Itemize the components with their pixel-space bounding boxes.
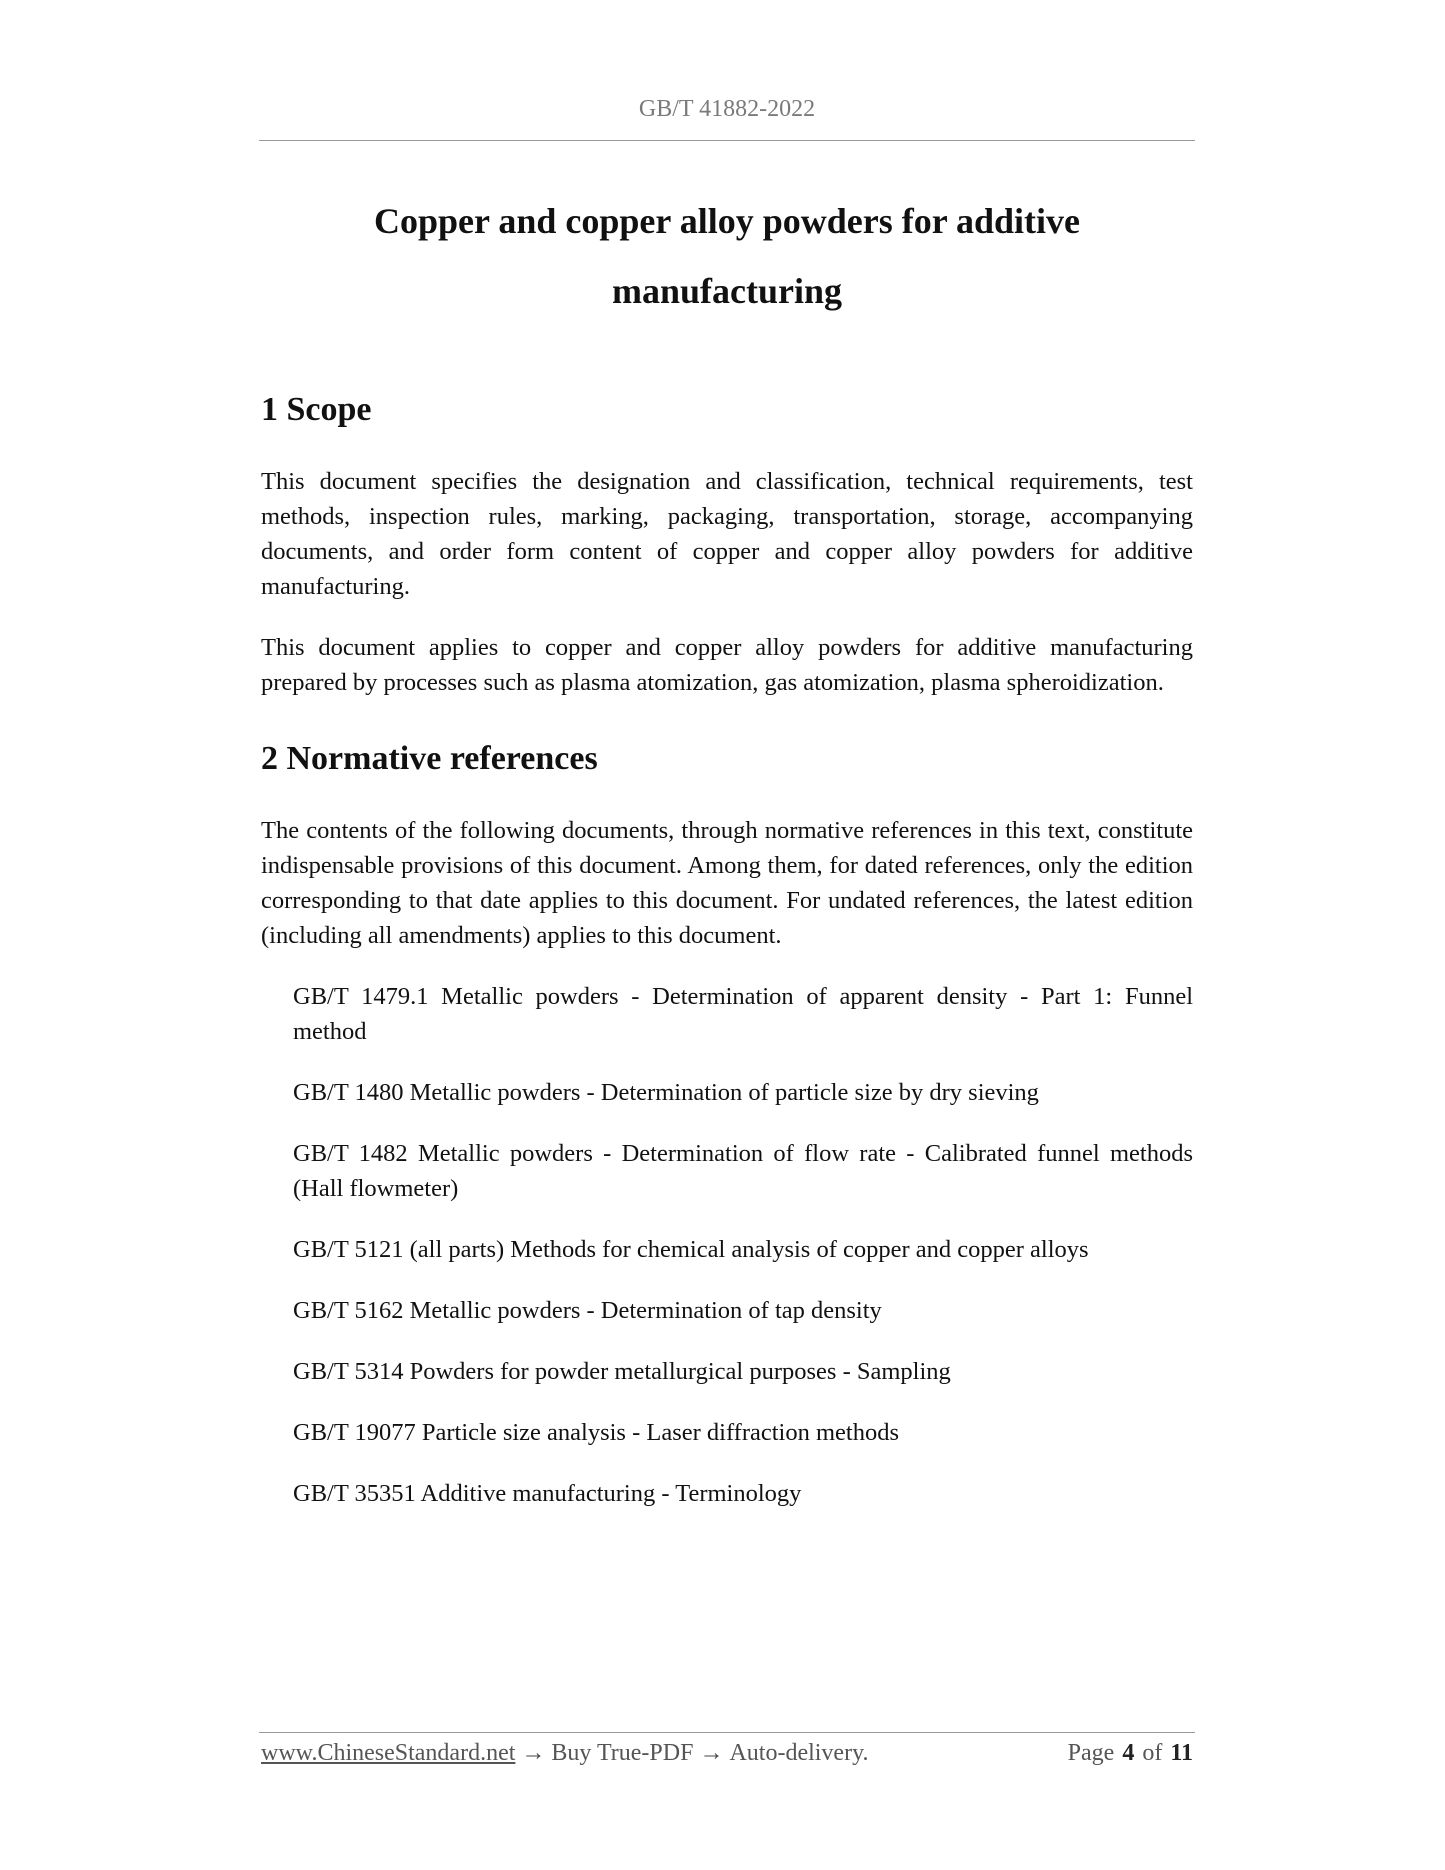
title-line-2: manufacturing — [611, 271, 842, 311]
normative-references-intro: The contents of the following documents, through normative references in this text, constitute indispensable provisions of this document. Among them, for dated references, only the edition corresponding to that date applies to this document. For undated references, the latest edition (including all amendments) applies to this document. — [261, 817, 1193, 949]
header-divider — [259, 140, 1195, 141]
buy-pdf-text: Buy True-PDF — [551, 1740, 694, 1766]
reference-item: GB/T 5121 (all parts) Methods for chemical analysis of copper and copper alloys — [293, 1236, 1089, 1263]
page-of-label: of — [1142, 1740, 1163, 1766]
page-number — [1068, 1736, 1193, 1770]
reference-item: GB/T 5162 Metallic powders - Determination of tap density — [293, 1297, 882, 1324]
site-link[interactable]: www.ChineseStandard.net — [261, 1740, 516, 1766]
scope-paragraph-2: This document applies to copper and copper alloy powders for additive manufacturing prepared by processes such as plasma atomization, gas atomization, plasma spheroidization. — [261, 634, 1193, 696]
reference-item: GB/T 19077 Particle size analysis - Laser diffraction methods — [293, 1419, 900, 1446]
auto-delivery-text: Auto-delivery. — [729, 1740, 869, 1766]
footer-divider — [259, 1732, 1195, 1733]
reference-list — [261, 979, 1193, 1511]
reference-item: GB/T 1482 Metallic powders - Determination of flow rate - Calibrated funnel methods (Hall flowmeter) — [293, 1140, 1193, 1202]
reference-item: GB/T 35351 Additive manufacturing - Terminology — [293, 1480, 802, 1507]
page-current: 4 — [1122, 1740, 1135, 1766]
reference-item: GB/T 1479.1 Metallic powders - Determination of apparent density - Part 1: Funnel method — [293, 983, 1193, 1045]
arrow-right-icon: → — [521, 1740, 546, 1766]
reference-item: GB/T 1480 Metallic powders - Determination of particle size by dry sieving — [293, 1079, 1039, 1106]
section-heading-normative-references: 2 Normative references — [261, 740, 598, 777]
page-total: 11 — [1170, 1740, 1193, 1766]
page-label: Page — [1067, 1740, 1115, 1766]
document-title — [259, 186, 1195, 326]
running-header: GB/T 41882-2022 — [638, 96, 816, 122]
reference-item: GB/T 5314 Powders for powder metallurgical purposes - Sampling — [293, 1358, 951, 1385]
section-heading-scope: 1 Scope — [261, 391, 372, 428]
footer-promo — [261, 1736, 869, 1770]
document-body — [261, 388, 1193, 1537]
arrow-right-icon: → — [699, 1740, 724, 1766]
title-line-1: Copper and copper alloy powders for additive — [373, 201, 1081, 241]
scope-paragraph-1: This document specifies the designation and classification, technical requirements, test methods, inspection rules, marking, packaging, transportation, storage, accompanying documents, and order form content of copper and copper alloy powders for additive manufacturing. — [261, 468, 1193, 600]
